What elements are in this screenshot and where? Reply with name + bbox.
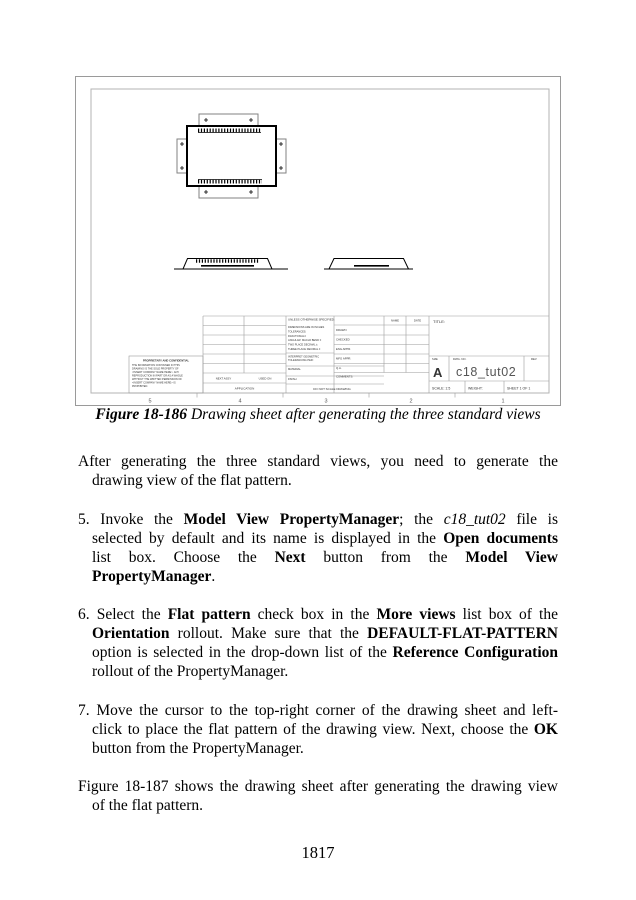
- weight-label: WEIGHT:: [468, 386, 483, 391]
- dwg-number-value: c18_tut02: [456, 365, 517, 379]
- text-line: [78, 605, 558, 624]
- text-segment: .: [211, 567, 216, 585]
- text-segment: list box. Choose the: [92, 548, 275, 566]
- svg-text:REPRODUCTION IN PART OR AS A W: REPRODUCTION IN PART OR AS A WHOLE: [132, 374, 183, 378]
- text-segment: of the flat pattern.: [92, 797, 204, 814]
- paragraph: [78, 452, 558, 490]
- text-line: [92, 529, 558, 548]
- text-segment: rollout. Make sure that the: [169, 625, 368, 642]
- text-segment: After generating the three standard views, you need to generate the: [78, 453, 558, 470]
- svg-text:DWG. NO.: DWG. NO.: [453, 357, 467, 361]
- text-line: [78, 452, 558, 471]
- svg-text:TWO PLACE DECIMAL ±: TWO PLACE DECIMAL ±: [288, 343, 318, 347]
- svg-text:TOLERANCING PER:: TOLERANCING PER:: [288, 359, 314, 362]
- svg-text:3: 3: [324, 398, 328, 405]
- svg-text:FRACTIONAL±: FRACTIONAL±: [288, 334, 306, 338]
- svg-text:FINISH: FINISH: [288, 378, 297, 381]
- text-line: [92, 471, 558, 490]
- text-segment: option is selected in the drop-down list of the: [92, 644, 393, 661]
- text-line: [92, 720, 558, 739]
- title-label: TITLE:: [433, 319, 446, 324]
- svg-text:UNLESS OTHERWISE SPECIFIED:: UNLESS OTHERWISE SPECIFIED:: [288, 317, 335, 322]
- figure-drawing-sheet: [75, 76, 561, 406]
- sheet-label: SHEET 1 OF 1: [507, 386, 531, 391]
- text-segment: list box of the: [455, 606, 558, 623]
- paragraph: [78, 777, 558, 815]
- text-line: [92, 662, 558, 681]
- svg-text:4: 4: [238, 398, 242, 405]
- text-segment: selected by default and its name is displayed in the: [92, 529, 444, 547]
- text-segment: c18_tut02: [443, 510, 506, 528]
- text-segment: drawing view of the flat pattern.: [92, 472, 292, 489]
- text-segment: button from the PropertyManager.: [92, 739, 304, 757]
- text-line: [92, 548, 558, 567]
- paragraph: [78, 605, 558, 681]
- page-number: 1817: [301, 843, 335, 862]
- text-segment: More views: [376, 606, 456, 623]
- text-segment: button from the: [305, 548, 466, 566]
- text-line: [78, 510, 558, 529]
- proprietary-title: PROPRIETARY AND CONFIDENTIAL: [142, 359, 190, 363]
- text-segment: Orientation: [92, 625, 170, 642]
- text-segment: rollout of the PropertyManager.: [92, 663, 289, 680]
- svg-text:USED ON: USED ON: [258, 376, 272, 381]
- text-line: [78, 777, 558, 796]
- svg-text:ENG APPR.: ENG APPR.: [336, 347, 352, 351]
- svg-text:CHECKED: CHECKED: [336, 337, 350, 342]
- text-segment: check box in the: [250, 606, 377, 623]
- body-text: [78, 452, 558, 815]
- text-line: [92, 796, 558, 815]
- text-segment: OK: [533, 720, 558, 738]
- svg-text:1: 1: [501, 398, 505, 405]
- sheet-size-value: A: [433, 365, 443, 380]
- drawing-sheet-svg: [76, 77, 560, 405]
- svg-text:Q.A.: Q.A.: [336, 366, 342, 370]
- zone-labels: [148, 393, 504, 405]
- text-segment: DEFAULT-FLAT-PATTERN: [367, 625, 558, 642]
- text-line: [92, 624, 558, 643]
- svg-text:<INSERT COMPANY NAME HERE> IS: <INSERT COMPANY NAME HERE> IS: [132, 381, 176, 385]
- text-line: [92, 643, 558, 662]
- svg-text:THE INFORMATION CONTAINED IN T: THE INFORMATION CONTAINED IN THIS: [132, 364, 180, 367]
- paragraph: [78, 510, 558, 586]
- svg-text:NEXT ASSY: NEXT ASSY: [215, 376, 232, 381]
- svg-text:APPLICATION: APPLICATION: [234, 386, 255, 391]
- top-view: [177, 114, 286, 198]
- text-segment: PropertyManager: [92, 567, 212, 585]
- text-segment: Open documents: [443, 529, 558, 547]
- svg-text:<INSERT COMPANY NAME HERE>. AN: <INSERT COMPANY NAME HERE>. ANY: [132, 371, 180, 374]
- do-not-scale-label: DO NOT SCALE DRAWING: [313, 387, 351, 391]
- text-segment: Reference Configuration: [392, 644, 558, 661]
- text-line: [78, 701, 558, 720]
- svg-text:THREE PLACE DECIMAL ±: THREE PLACE DECIMAL ±: [288, 348, 321, 351]
- svg-text:MATERIAL: MATERIAL: [288, 368, 301, 371]
- svg-text:DIMENSIONS ARE IN INCHES: DIMENSIONS ARE IN INCHES: [288, 326, 325, 329]
- svg-text:NAME: NAME: [390, 318, 400, 323]
- svg-text:DRAWN: DRAWN: [336, 328, 347, 332]
- text-segment: Next: [274, 548, 306, 566]
- svg-text:PROHIBITED.: PROHIBITED.: [132, 385, 148, 388]
- scale-label: SCALE: 1:5: [432, 386, 451, 391]
- svg-text:INTERPRET GEOMETRIC: INTERPRET GEOMETRIC: [288, 355, 320, 359]
- text-segment: Model View PropertyManager: [183, 510, 400, 528]
- svg-text:WITHOUT THE WRITTEN PERMISSION: WITHOUT THE WRITTEN PERMISSION OF: [132, 378, 182, 381]
- figure-caption-text: Drawing sheet after generating the three standard views: [187, 406, 541, 423]
- text-segment: 6. Select the: [78, 606, 168, 623]
- text-segment: 7. Move the cursor to the top-right corner of the drawing sheet and left-: [78, 701, 558, 719]
- figure-caption-label: Figure 18-186: [95, 406, 188, 423]
- svg-text:2: 2: [409, 398, 413, 405]
- svg-text:DATE: DATE: [413, 318, 422, 323]
- text-segment: Figure 18-187 shows the drawing sheet after generating the drawing view: [78, 778, 558, 795]
- text-segment: file is: [505, 510, 558, 528]
- text-line: [92, 739, 558, 758]
- text-segment: Flat pattern: [167, 606, 251, 623]
- svg-text:SIZE: SIZE: [432, 358, 438, 361]
- svg-text:ANGULAR: MACH± BEND ±: ANGULAR: MACH± BEND ±: [288, 339, 322, 343]
- figure-caption: [75, 406, 561, 424]
- svg-text:TOLERANCES:: TOLERANCES:: [288, 330, 307, 334]
- text-line: [92, 567, 558, 586]
- text-segment: ; the: [399, 510, 444, 528]
- text-segment: 5. Invoke the: [78, 510, 184, 528]
- svg-text:REV: REV: [531, 357, 537, 361]
- svg-text:5: 5: [148, 398, 152, 405]
- svg-text:DRAWING IS THE SOLE PROPERTY O: DRAWING IS THE SOLE PROPERTY OF: [132, 367, 179, 371]
- text-segment: Model View: [465, 548, 558, 566]
- paragraph: [78, 701, 558, 758]
- text-segment: click to place the flat pattern of the drawing view. Next, choose the: [92, 720, 534, 738]
- svg-text:COMMENTS:: COMMENTS:: [336, 374, 354, 379]
- svg-text:MFG APPR.: MFG APPR.: [336, 356, 352, 361]
